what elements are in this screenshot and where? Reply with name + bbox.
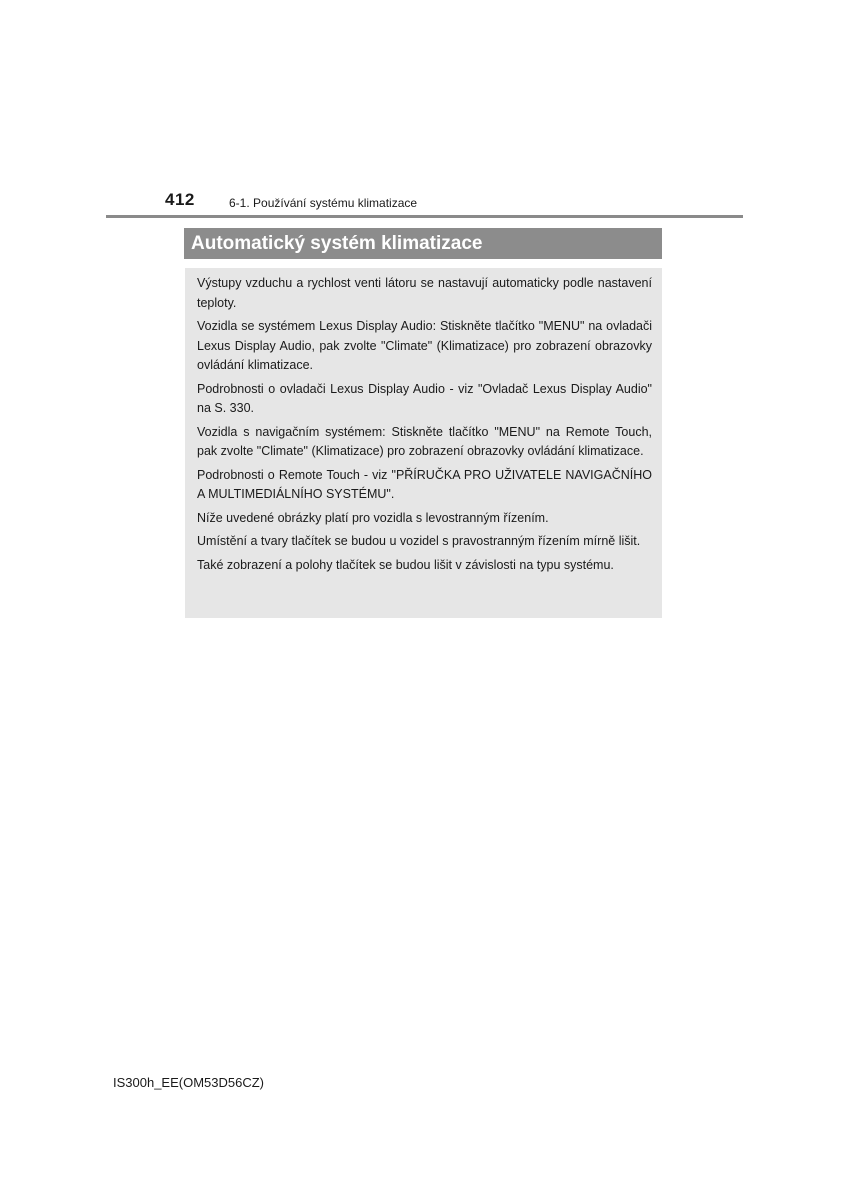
info-box	[185, 268, 662, 618]
paragraph: Vozidla s navigačním systémem: Stiskněte tlačítko "MENU" na Remote Touch, pak zvolte "Climate" (Klimatizace) pro zobrazení obrazovky ovládání klimatizace.	[197, 424, 652, 458]
page-title: Automatický systém klimatizace	[191, 233, 483, 254]
paragraph: Podrobnosti o ovladači Lexus Display Audio - viz "Ovladač Lexus Display Audio" na S. 330.	[197, 381, 652, 415]
paragraph: Níže uvedené obrázky platí pro vozidla s levostranným řízením.	[197, 510, 549, 525]
document-code: IS300h_EE(OM53D56CZ)	[113, 1075, 265, 1090]
page-number: 412	[165, 190, 195, 209]
paragraph: Také zobrazení a polohy tlačítek se budou lišit v závislosti na typu systému.	[197, 557, 614, 572]
paragraph: Vozidla se systémem Lexus Display Audio: Stiskněte tlačítko "MENU" na ovladači Lexus Display Audio, pak zvolte "Climate" (Klimatizace) pro zobrazení obrazovky ovládání klimatizace.	[197, 319, 652, 372]
paragraph: Výstupy vzduchu a rychlost venti látoru se nastavují automaticky podle nastavení teploty.	[197, 276, 652, 310]
section-title: 6-1. Používání systému klimatizace	[229, 196, 418, 210]
header-divider	[106, 215, 743, 218]
paragraph: Umístění a tvary tlačítek se budou u vozidel s pravostranným řízením mírně lišit.	[197, 534, 641, 548]
title-banner	[184, 228, 662, 259]
paragraph: Podrobnosti o Remote Touch - viz "PŘÍRUČKA PRO UŽIVATELE NAVIGAČNÍHO A MULTIMEDIÁLNÍHO SYSTÉMU".	[197, 467, 652, 501]
